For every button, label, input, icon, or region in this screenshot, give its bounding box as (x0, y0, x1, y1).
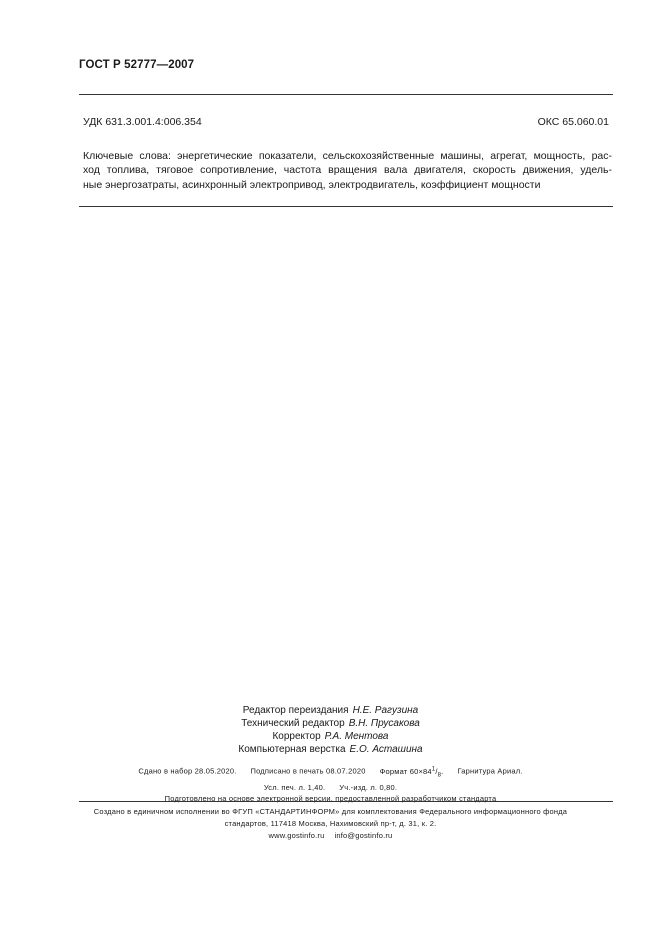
staff-role: Компьютерная верстка (238, 744, 346, 755)
format-sub: 8 (437, 772, 442, 778)
staff-role: Корректор (272, 731, 321, 742)
staff-credits (0, 704, 661, 756)
edition-sheets: Уч.-изд. л. 0,80. (339, 782, 398, 792)
staff-tech-editor (0, 717, 661, 730)
print-info-line-1 (0, 764, 661, 782)
top-divider (79, 94, 613, 95)
document-code: ГОСТ Р 52777—2007 (79, 59, 195, 71)
paper-format: Формат $60\times 84^1/_8$. (379, 766, 444, 778)
format-sup: 1 (431, 766, 436, 772)
email-link[interactable]: info@gostinfo.ru (334, 831, 393, 840)
keywords-line-3: ные энергозатраты, асинхронный электропривод, электродвигатель, коэффициент мощности (83, 178, 541, 191)
typeset-date: Сдано в набор 28.05.2020. (138, 766, 237, 776)
publisher-line-1: Создано в единичном исполнении во ФГУП «СТАНДАРТИНФОРМ» для комплектования Федерального информационного фонда (93, 807, 568, 816)
staff-person: Е.О. Асташина (349, 744, 423, 755)
print-info-source: Подготовлено на основе электронной версии, предоставленной разработчиком стандарта (164, 794, 497, 803)
staff-person: Р.А. Ментова (324, 731, 389, 742)
staff-role: Редактор переиздания (242, 705, 349, 716)
format-suffix: . (441, 766, 444, 776)
typeface: Гарнитура Ариал. (457, 766, 523, 776)
udk-code: УДК 631.3.001.4:006.354 (83, 116, 202, 128)
keywords-paragraph (83, 149, 612, 192)
staff-person: Н.Е. Рагузина (352, 705, 419, 716)
staff-person: В.Н. Прусакова (348, 718, 420, 729)
publisher-contacts (0, 830, 661, 842)
publisher-line-2: стандартов, 117418 Москва, Нахимовский пр-т, д. 31, к. 2. (224, 819, 437, 828)
staff-role: Технический редактор (241, 718, 345, 729)
signed-date: Подписано в печать 08.07.2020 (250, 766, 366, 776)
format-prefix: Формат 60×84 (379, 766, 432, 776)
staff-editor (0, 704, 661, 717)
website-link[interactable]: www.gostinfo.ru (268, 831, 325, 840)
publisher-divider (79, 801, 613, 802)
keywords-divider (79, 206, 613, 207)
print-info (0, 764, 661, 805)
keywords-line-1: Ключевые слова: энергетические показатели, сельскохозяйственные машины, агрегат, мощность, рас- (83, 150, 612, 162)
print-info-line-2 (0, 782, 661, 794)
staff-proofreader (0, 730, 661, 743)
staff-layout (0, 743, 661, 756)
print-sheets: Усл. печ. л. 1,40. (263, 782, 326, 792)
publisher-info (0, 806, 661, 842)
keywords-line-2: ход топлива, тяговое сопротивление, частота вращения вала двигателя, скорость движения, удель- (83, 164, 612, 177)
oks-code: ОКС 65.060.01 (537, 116, 609, 128)
